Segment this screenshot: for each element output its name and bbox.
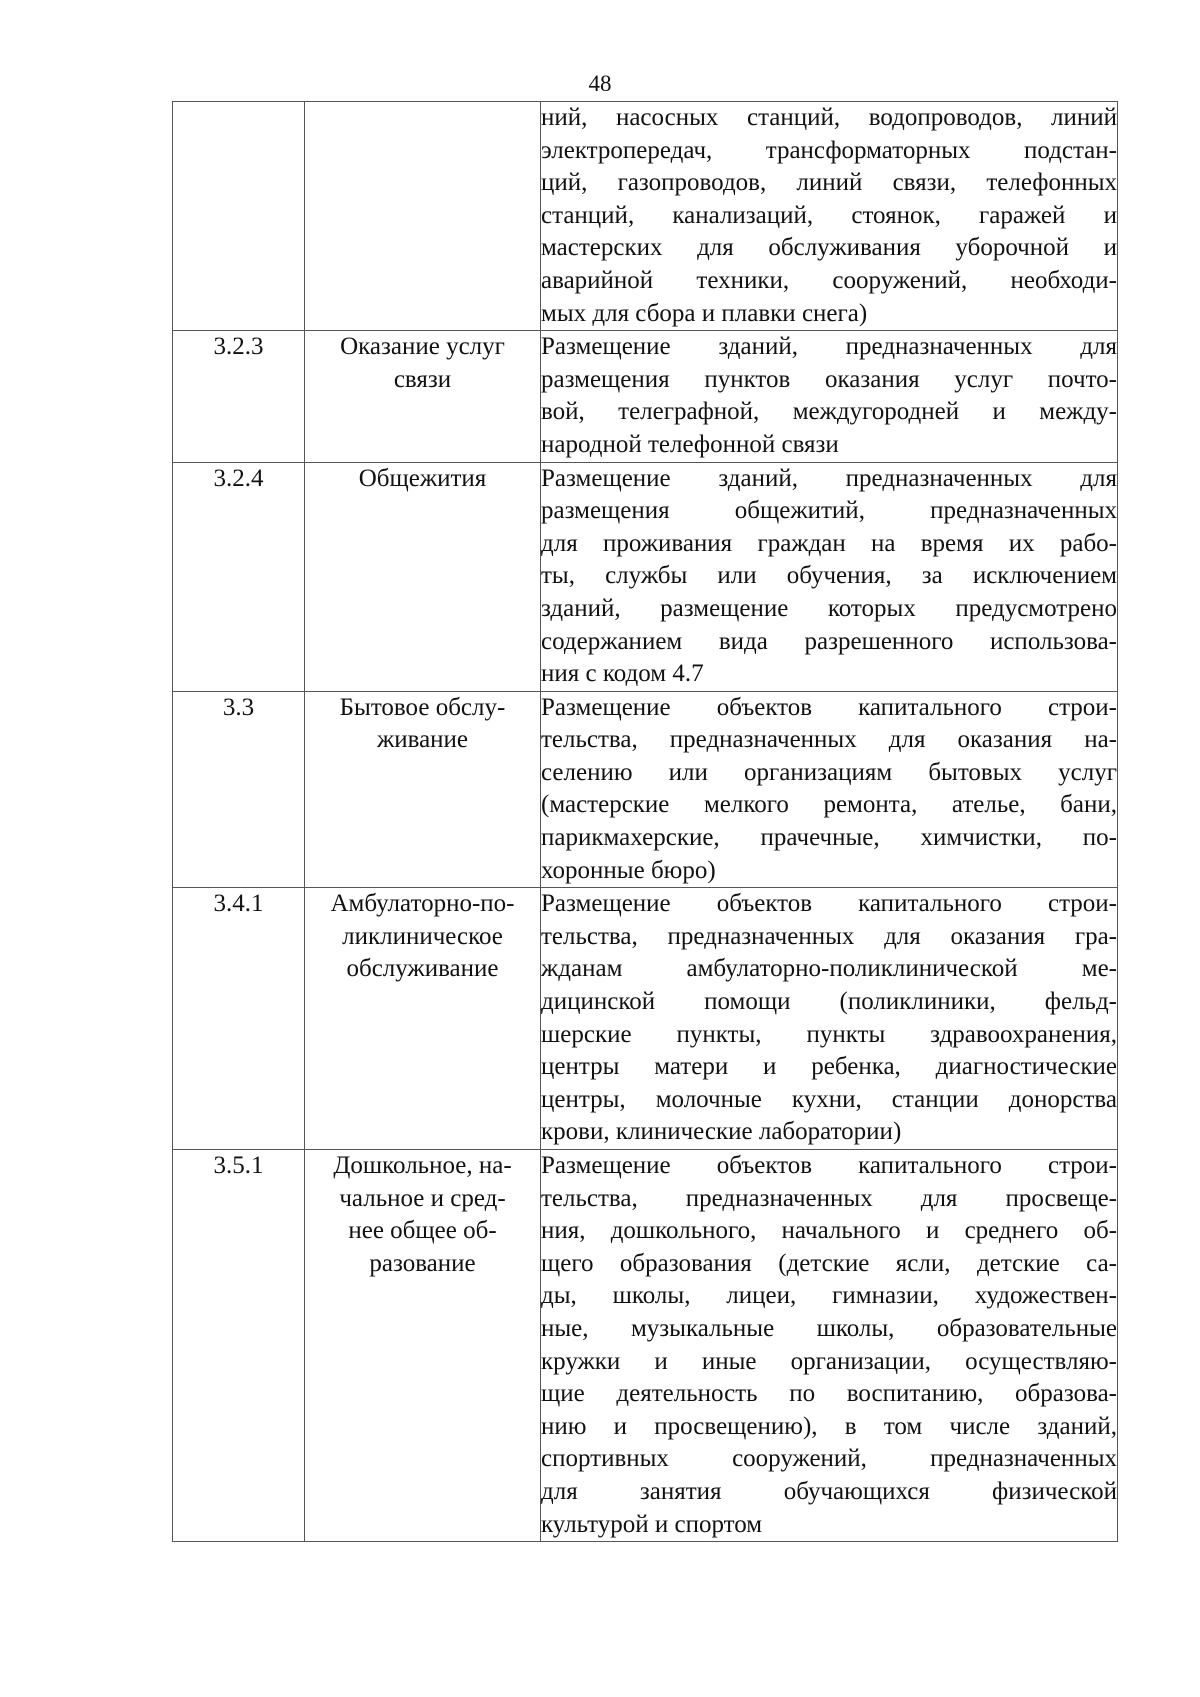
code-cell: 3.5.1 — [173, 1150, 305, 1542]
description-line: хоронные бюро) — [541, 856, 716, 884]
name-line: Дошкольное, на- — [333, 1152, 512, 1179]
name-line: Общежития — [358, 464, 487, 492]
name-line: нее общее об- — [348, 1217, 497, 1245]
description-cell — [541, 1150, 1118, 1542]
description-line: Размещение объектов капитального строи- — [541, 693, 1117, 721]
description-line: станций, канализаций, стоянок, гаражей и — [541, 201, 1117, 229]
name-cell — [305, 888, 541, 1150]
description-line: зданий, размещение которых предусмотрено — [541, 594, 1117, 622]
description-line: ды, школы, лицеи, гимназии, художествен- — [541, 1282, 1117, 1310]
description-line: тельства, предназначенных для оказания гра- — [541, 922, 1117, 950]
page-number: 48 — [588, 71, 612, 96]
description-line: тельства, предназначенных для просвеще- — [541, 1184, 1117, 1212]
name-line: обслуживание — [346, 955, 499, 983]
code-cell: 3.4.1 — [173, 888, 305, 1150]
description-line: ные, музыкальные школы, образовательные — [541, 1314, 1117, 1342]
table-row — [173, 462, 1118, 691]
table-row — [173, 102, 1118, 331]
description-line: жданам амбулаторно-поликлинической ме- — [541, 955, 1117, 983]
description-line: Размещение зданий, предназначенных для — [541, 333, 1117, 361]
description-line: ния с кодом 4.7 — [541, 660, 704, 688]
description-line: культурой и спортом — [541, 1510, 763, 1538]
description-cell — [541, 102, 1118, 331]
name-cell — [305, 462, 541, 691]
description-line: щие деятельность по воспитанию, образова- — [541, 1380, 1117, 1408]
name-line: Амбулаторно-по- — [330, 890, 515, 918]
name-line: чальное и сред- — [339, 1184, 506, 1212]
description-line: Размещение объектов капитального строи- — [541, 1152, 1117, 1179]
description-line: ций, газопроводов, линий связи, телефонных — [541, 169, 1117, 197]
description-line: аварийной техники, сооружений, необходи- — [541, 266, 1117, 294]
table-row — [173, 1150, 1118, 1542]
description-line: щего образования (детские ясли, детские са- — [541, 1249, 1117, 1277]
description-line: Размещение объектов капитального строи- — [541, 890, 1117, 918]
description-cell — [541, 331, 1118, 462]
description-line: народной телефонной связи — [541, 430, 839, 458]
description-line: нию и просвещению), в том числе зданий, — [541, 1412, 1117, 1440]
table-body — [173, 102, 1118, 1542]
name-cell — [305, 691, 541, 888]
description-line: шерские пункты, пункты здравоохранения, — [541, 1020, 1117, 1048]
land-use-table — [172, 101, 1118, 1542]
description-line: ния, дошкольного, начального и среднего об- — [541, 1217, 1117, 1245]
description-cell — [541, 691, 1118, 888]
description-line: кружки и иные организации, осуществляю- — [541, 1347, 1117, 1375]
description-line: дицинской помощи (поликлиники, фельд- — [541, 988, 1117, 1016]
description-line: для занятия обучающихся физической — [541, 1477, 1117, 1505]
description-line: тельства, предназначенных для оказания на- — [541, 726, 1117, 754]
description-line: Размещение зданий, предназначенных для — [541, 464, 1117, 492]
description-line: мастерских для обслуживания уборочной и — [541, 234, 1117, 262]
description-line: парикмахерские, прачечные, химчистки, по- — [541, 824, 1117, 852]
name-line: живание — [376, 726, 469, 754]
code-cell: 3.2.3 — [173, 331, 305, 462]
name-line: ликлиническое — [342, 922, 503, 950]
description-line: центры матери и ребенка, диагностические — [541, 1053, 1117, 1081]
description-line: размещения пунктов оказания услуг почто- — [541, 365, 1117, 393]
table-row — [173, 691, 1118, 888]
name-cell — [305, 1150, 541, 1542]
description-cell — [541, 888, 1118, 1150]
description-line: центры, молочные кухни, станции донорства — [541, 1085, 1117, 1113]
code-cell — [173, 102, 305, 331]
description-line: размещения общежитий, предназначенных — [541, 497, 1117, 525]
description-line: содержанием вида разрешенного использова- — [541, 627, 1117, 655]
description-line: селению или организациям бытовых услуг — [541, 758, 1117, 786]
description-line: ний, насосных станций, водопроводов, линий — [541, 104, 1117, 131]
name-cell — [305, 331, 541, 462]
description-line: крови, клинические лаборатории) — [541, 1118, 902, 1146]
table-row — [173, 331, 1118, 462]
description-line: спортивных сооружений, предназначенных — [541, 1445, 1117, 1473]
description-line: электропередач, трансформаторных подстан- — [541, 136, 1117, 164]
name-line: связи — [393, 365, 452, 393]
description-line: вой, телеграфной, междугородней и между- — [541, 398, 1117, 426]
description-line: мых для сбора и плавки снега) — [541, 299, 868, 327]
description-line: для проживания граждан на время их рабо- — [541, 529, 1117, 557]
description-cell — [541, 462, 1118, 691]
name-line: Оказание услуг — [340, 333, 505, 361]
name-cell — [305, 102, 541, 331]
name-line: разование — [369, 1249, 476, 1277]
name-line: Бытовое обслу- — [339, 693, 506, 721]
description-line: (мастерские мелкого ремонта, ателье, бани, — [541, 791, 1117, 819]
code-cell: 3.3 — [173, 691, 305, 888]
table-row — [173, 888, 1118, 1150]
code-cell: 3.2.4 — [173, 462, 305, 691]
description-line: ты, службы или обучения, за исключением — [541, 562, 1117, 590]
